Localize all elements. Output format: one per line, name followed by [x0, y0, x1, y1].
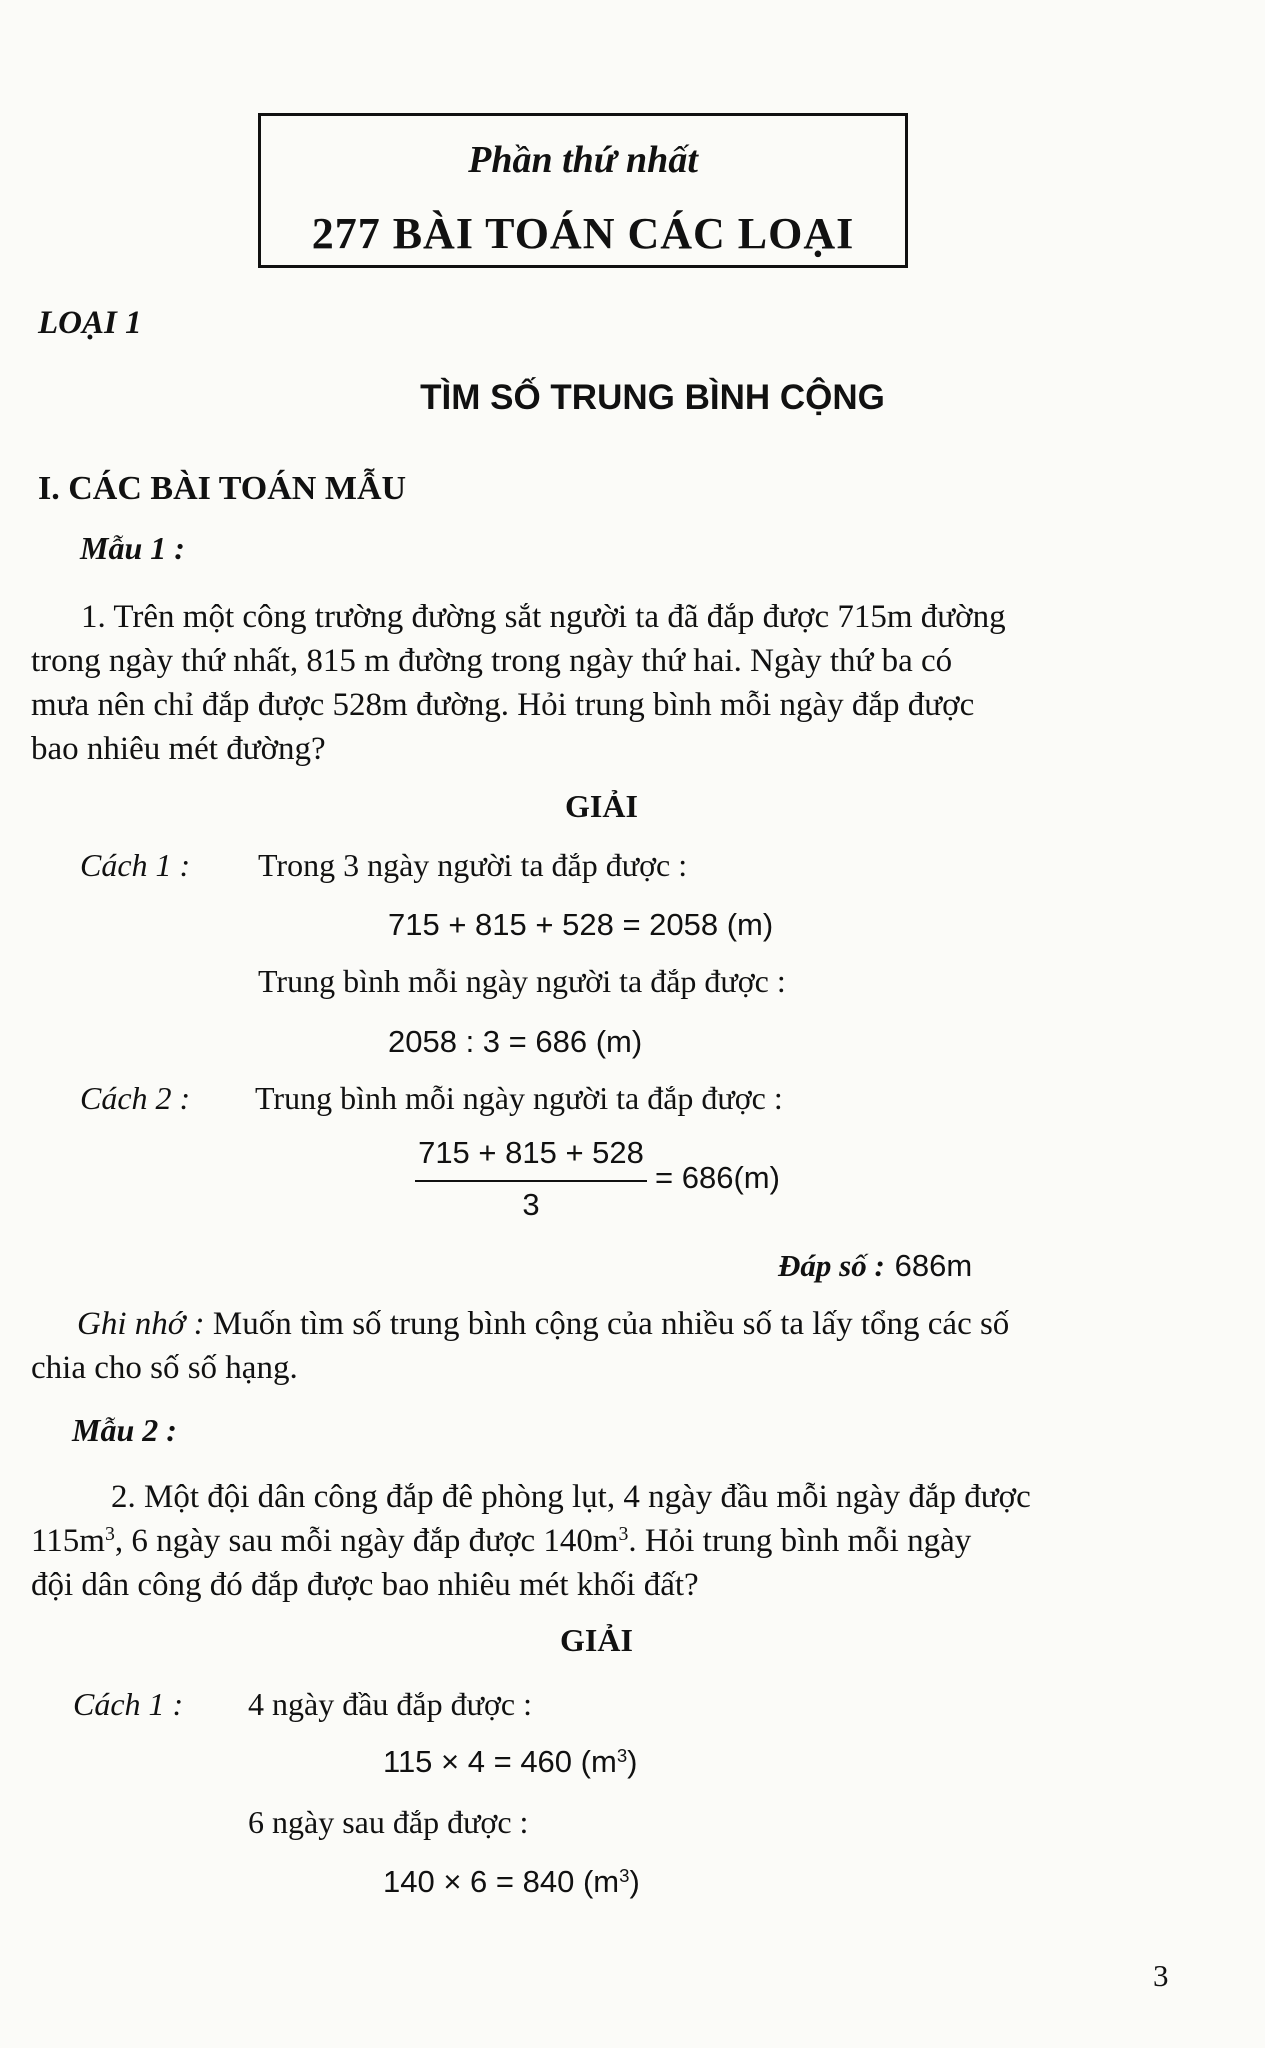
sample2-calc2: 140 × 6 = 840 $(m^3)$	[383, 1864, 640, 1899]
problem-line: 2. Một đội dân công đắp đê phòng lụt, 4 ngày đầu mỗi ngày đắp được	[111, 1479, 1031, 1515]
sample1-problem	[31, 595, 1171, 771]
method1-text2: Trung bình mỗi ngày người ta đắp được :	[258, 963, 786, 999]
sample2-method1-text: 4 ngày đầu đắp được :	[248, 1686, 532, 1722]
fraction-result: = 686(m)	[655, 1160, 780, 1195]
sample2-problem	[31, 1475, 1171, 1607]
method1-text: Trong 3 ngày người ta đắp được :	[258, 847, 688, 883]
answer-label: Đáp số :	[778, 1248, 885, 1283]
fraction-numerator: 715 + 815 + 528	[418, 1135, 644, 1170]
chapter-title-box	[258, 113, 908, 268]
type-label: LOẠI 1	[38, 305, 142, 341]
chapter-title: 277 BÀI TOÁN CÁC LOẠI	[311, 209, 855, 258]
answer-value: 686m	[894, 1248, 973, 1283]
method1-calc1: 715 + 815 + 528 = 2058 (m)	[388, 907, 774, 942]
problem-line: mưa nên chỉ đắp được 528m đường. Hỏi trung bình mỗi ngày đắp được	[31, 687, 975, 723]
sample1-label: Mẫu 1 :	[80, 530, 185, 566]
note-label: Ghi nhớ :	[77, 1306, 205, 1342]
problem-line: 1. Trên một công trường đường sắt người ta đã đắp được 715m đường	[81, 599, 1006, 635]
solution-heading: GIẢI	[565, 788, 638, 824]
problem-line: trong ngày thứ nhất, 815 m đường trong ngày thứ hai. Ngày thứ ba có	[31, 643, 953, 679]
method2-label: Cách 2 :	[80, 1080, 191, 1116]
problem-line: đội dân công đó đắp được bao nhiêu mét khối đất?	[31, 1567, 699, 1603]
subsection-heading: I. CÁC BÀI TOÁN MẪU	[38, 470, 407, 507]
answer	[778, 1248, 972, 1284]
sample2-label: Mẫu 2 :	[72, 1412, 177, 1448]
note-text: Muốn tìm số trung bình cộng của nhiều số ta lấy tổng các số	[212, 1306, 1010, 1342]
solution-heading-2: GIẢI	[560, 1622, 633, 1658]
fraction-bar	[415, 1180, 647, 1182]
sample2-calc1: 115 × 4 = 460 $(m^3)$	[383, 1744, 638, 1779]
problem-line: bao nhiêu mét đường?	[31, 731, 326, 767]
method1-calc2: 2058 : 3 = 686 (m)	[388, 1024, 643, 1059]
problem-line: $115m^3$, 6 ngày sau mỗi ngày đắp được $140m^3$. Hỏi trung bình mỗi ngày	[31, 1523, 972, 1559]
fraction-denominator: 3	[522, 1187, 540, 1222]
note	[31, 1302, 1171, 1390]
method2-text: Trung bình mỗi ngày người ta đắp được :	[255, 1080, 783, 1116]
part-label: Phần thứ nhất	[468, 139, 698, 181]
note-text-2: chia cho số số hạng.	[31, 1350, 298, 1386]
method1-label: Cách 1 :	[80, 847, 191, 883]
section-title: TÌM SỐ TRUNG BÌNH CỘNG	[420, 378, 885, 417]
page-number: 3	[1153, 1958, 1169, 1993]
sample2-method1-text2: 6 ngày sau đắp được :	[248, 1804, 529, 1840]
fraction-expression	[415, 1135, 815, 1235]
sample2-method1-label: Cách 1 :	[73, 1686, 184, 1722]
